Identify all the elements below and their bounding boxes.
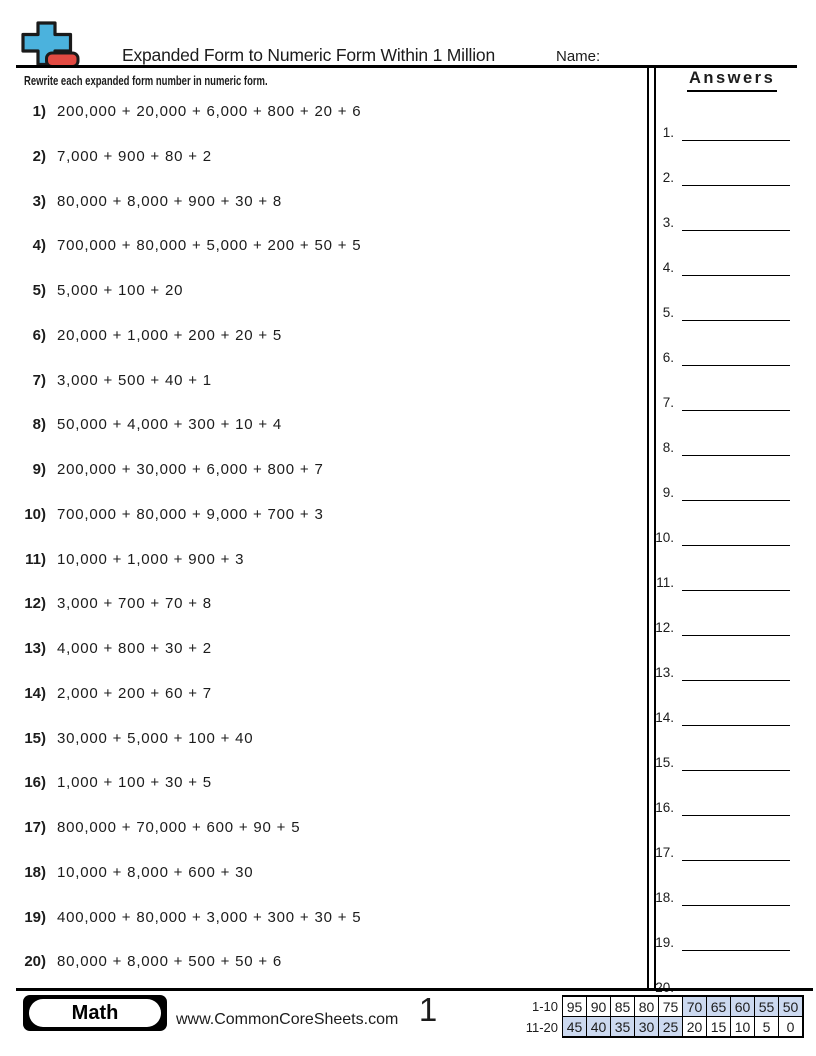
score-cell <box>730 1016 755 1037</box>
problem-expression: 10,000 + 1,000 + 900 + 3 <box>57 550 245 568</box>
score-cell <box>778 1016 803 1037</box>
score-grid <box>562 995 804 1038</box>
answer-row <box>648 213 794 231</box>
score-cell-value: 5 <box>762 1018 771 1035</box>
answer-blank-field[interactable] <box>682 484 790 501</box>
answer-blank-field[interactable] <box>682 754 790 771</box>
answer-blank-field[interactable] <box>682 259 790 276</box>
problem-row <box>20 372 635 390</box>
score-cell <box>682 996 707 1017</box>
score-cell <box>706 1016 731 1037</box>
problem-row <box>20 327 635 345</box>
answer-row <box>648 438 794 456</box>
score-cell-value: 80 <box>638 998 655 1015</box>
problem-expression: 800,000 + 70,000 + 600 + 90 + 5 <box>57 819 301 836</box>
problem-row <box>20 595 635 613</box>
answer-row <box>648 708 794 726</box>
answer-row <box>648 168 794 186</box>
problem-row <box>20 909 635 927</box>
problem-expression: 1,000 + 100 + 30 + 5 <box>57 774 212 792</box>
answer-blank-field[interactable] <box>682 349 790 366</box>
answer-row <box>648 618 794 636</box>
problem-row <box>20 730 635 748</box>
answer-blank-field[interactable] <box>682 169 790 186</box>
score-cell <box>586 996 611 1017</box>
answer-blank-field[interactable] <box>682 799 790 816</box>
answer-blank-field[interactable] <box>682 934 790 951</box>
page-title: Expanded Form to Numeric Form Within 1 Million <box>122 45 495 65</box>
score-cell-value: 40 <box>590 1018 607 1035</box>
answer-row <box>648 483 794 501</box>
score-cell <box>610 1016 635 1037</box>
answer-number: 4. <box>662 260 674 275</box>
answer-row <box>648 348 794 366</box>
score-cell <box>754 1016 779 1037</box>
score-cell <box>634 1016 659 1037</box>
score-cell <box>562 1016 587 1037</box>
problem-number: 8) <box>32 416 46 434</box>
answer-number: 17. <box>655 845 674 860</box>
answer-number: 10. <box>655 530 674 545</box>
problem-number: 12) <box>24 595 46 613</box>
header-divider-line <box>16 65 797 68</box>
answer-number: 19. <box>655 935 674 950</box>
problem-expression: 3,000 + 500 + 40 + 1 <box>57 371 212 389</box>
answer-row <box>648 888 794 906</box>
answer-blank-field[interactable] <box>682 709 790 726</box>
answer-number: 8. <box>662 440 674 455</box>
score-cell-value: 25 <box>662 1018 679 1035</box>
answer-blank-field[interactable] <box>682 619 790 636</box>
problem-number: 4) <box>32 237 46 255</box>
score-cell <box>658 996 683 1017</box>
problem-expression: 400,000 + 80,000 + 3,000 + 300 + 30 + 5 <box>57 908 362 926</box>
problem-row <box>20 103 635 121</box>
problem-expression: 7,000 + 900 + 80 + 2 <box>57 147 212 165</box>
score-cell-value: 30 <box>638 1018 655 1035</box>
problem-row <box>20 551 635 569</box>
answer-blank-field[interactable] <box>682 529 790 546</box>
problem-row <box>20 282 635 300</box>
score-cell-value: 0 <box>786 1018 795 1035</box>
problem-row <box>20 193 635 211</box>
instructions-text: Rewrite each expanded form number in numeric form. <box>24 72 268 88</box>
answer-row <box>648 528 794 546</box>
score-cell-value: 15 <box>710 1018 727 1035</box>
answer-number: 18. <box>655 890 674 905</box>
problem-number: 3) <box>32 192 46 210</box>
answer-blank-field[interactable] <box>682 214 790 231</box>
problem-number: 18) <box>24 863 46 881</box>
answer-number: 15. <box>655 755 674 770</box>
answer-blank-field[interactable] <box>682 844 790 861</box>
answer-number: 2. <box>662 170 674 185</box>
answer-number: 11. <box>656 575 674 590</box>
answer-blank-field[interactable] <box>682 889 790 906</box>
answer-row <box>648 753 794 771</box>
problem-number: 19) <box>24 908 46 926</box>
problem-row <box>20 237 635 255</box>
score-cell-value: 85 <box>614 998 631 1015</box>
subject-badge <box>23 995 167 1031</box>
answer-blank-field[interactable] <box>682 304 790 321</box>
problem-number: 2) <box>32 147 46 165</box>
score-cell <box>610 996 635 1017</box>
problem-row <box>20 416 635 434</box>
score-cell-value: 90 <box>590 998 607 1015</box>
answer-row <box>648 843 794 861</box>
score-cell-value: 35 <box>614 1018 631 1035</box>
problem-number: 10) <box>24 505 46 523</box>
answer-row <box>648 978 794 996</box>
problem-expression: 20,000 + 1,000 + 200 + 20 + 5 <box>57 326 283 344</box>
answer-number: 9. <box>662 485 674 500</box>
problem-expression: 3,000 + 700 + 70 + 8 <box>57 595 212 613</box>
problem-row <box>20 640 635 658</box>
name-label: Name: <box>556 48 601 65</box>
problem-row <box>20 819 635 837</box>
score-cell-value: 45 <box>566 1018 583 1035</box>
problem-number: 11) <box>25 550 46 568</box>
score-cell-value: 50 <box>782 998 799 1015</box>
problem-row <box>20 148 635 166</box>
problem-number: 15) <box>24 729 46 747</box>
score-cell <box>778 996 803 1017</box>
problem-number: 9) <box>32 461 46 478</box>
answers-heading: Answers <box>687 69 777 92</box>
answer-blank-field[interactable] <box>682 574 790 591</box>
answer-number: 3. <box>662 215 674 230</box>
answer-row <box>648 303 794 321</box>
problem-expression: 5,000 + 100 + 20 <box>57 282 184 299</box>
score-cell <box>634 996 659 1017</box>
problem-expression: 4,000 + 800 + 30 + 2 <box>57 640 212 657</box>
problem-row <box>20 685 635 703</box>
answer-number: 6. <box>662 350 674 365</box>
score-grid-row-1 <box>563 996 803 1017</box>
problem-number: 14) <box>24 684 46 702</box>
problem-expression: 10,000 + 8,000 + 600 + 30 <box>57 863 254 881</box>
answer-row <box>648 573 794 591</box>
problem-row <box>20 774 635 792</box>
answer-number: 7. <box>662 395 674 410</box>
score-cell-value: 70 <box>686 998 703 1015</box>
score-cell-value: 65 <box>710 998 727 1015</box>
answer-row <box>648 663 794 681</box>
answer-row <box>648 393 794 411</box>
problem-expression: 80,000 + 8,000 + 900 + 30 + 8 <box>57 192 283 210</box>
answer-row <box>648 258 794 276</box>
answer-row <box>648 123 794 141</box>
problem-number: 16) <box>24 774 46 792</box>
problem-number: 17) <box>24 819 46 836</box>
problem-number: 6) <box>32 326 46 344</box>
answer-number: 16. <box>655 800 674 815</box>
problem-row <box>20 953 635 971</box>
answer-blank-field[interactable] <box>682 124 790 141</box>
problem-expression: 200,000 + 30,000 + 6,000 + 800 + 7 <box>57 461 324 478</box>
score-cell <box>706 996 731 1017</box>
problem-number: 1) <box>32 103 46 120</box>
answer-number: 1. <box>662 125 674 140</box>
score-cell <box>562 996 587 1017</box>
problem-row <box>20 461 635 479</box>
problem-expression: 200,000 + 20,000 + 6,000 + 800 + 20 + 6 <box>57 103 362 120</box>
answer-number: 14. <box>655 710 674 725</box>
score-range-label-1-10: 1-10 <box>531 999 558 1014</box>
score-cell <box>586 1016 611 1037</box>
problem-expression: 50,000 + 4,000 + 300 + 10 + 4 <box>57 416 283 434</box>
score-cell <box>682 1016 707 1037</box>
answer-blank-field[interactable] <box>682 394 790 411</box>
answer-row <box>648 933 794 951</box>
problem-number: 13) <box>24 640 46 657</box>
score-cell <box>754 996 779 1017</box>
problem-expression: 700,000 + 80,000 + 9,000 + 700 + 3 <box>57 505 324 523</box>
answer-blank-field[interactable] <box>682 664 790 681</box>
problem-number: 20) <box>24 953 46 971</box>
problem-expression: 30,000 + 5,000 + 100 + 40 <box>57 729 254 747</box>
score-grid-row-2 <box>563 1017 803 1037</box>
score-cell-value: 55 <box>758 998 775 1015</box>
answer-row <box>648 798 794 816</box>
problem-expression: 2,000 + 200 + 60 + 7 <box>57 684 212 702</box>
score-cell-value: 60 <box>734 998 751 1015</box>
answer-blank-field[interactable] <box>682 439 790 456</box>
subject-badge-label: Math <box>29 999 161 1027</box>
score-cell <box>658 1016 683 1037</box>
problem-row <box>20 864 635 882</box>
score-cell-value: 95 <box>566 998 583 1015</box>
website-text: www.CommonCoreSheets.com <box>176 1011 399 1028</box>
commoncoresheets-logo-icon <box>21 21 83 71</box>
problem-expression: 80,000 + 8,000 + 500 + 50 + 6 <box>57 953 283 971</box>
page-number: 1 <box>418 991 438 1028</box>
problem-row <box>20 506 635 524</box>
problem-number: 7) <box>32 371 46 389</box>
score-cell <box>730 996 755 1017</box>
score-cell-value: 10 <box>734 1018 751 1035</box>
score-cell-value: 20 <box>686 1018 703 1035</box>
problem-expression: 700,000 + 80,000 + 5,000 + 200 + 50 + 5 <box>57 237 362 255</box>
score-cell-value: 75 <box>662 998 679 1015</box>
score-range-label-11-20: 11-20 <box>525 1020 558 1035</box>
answer-number: 13. <box>655 665 674 680</box>
answer-number: 12. <box>655 620 674 635</box>
problem-number: 5) <box>32 282 46 299</box>
answer-number: 5. <box>662 305 674 320</box>
